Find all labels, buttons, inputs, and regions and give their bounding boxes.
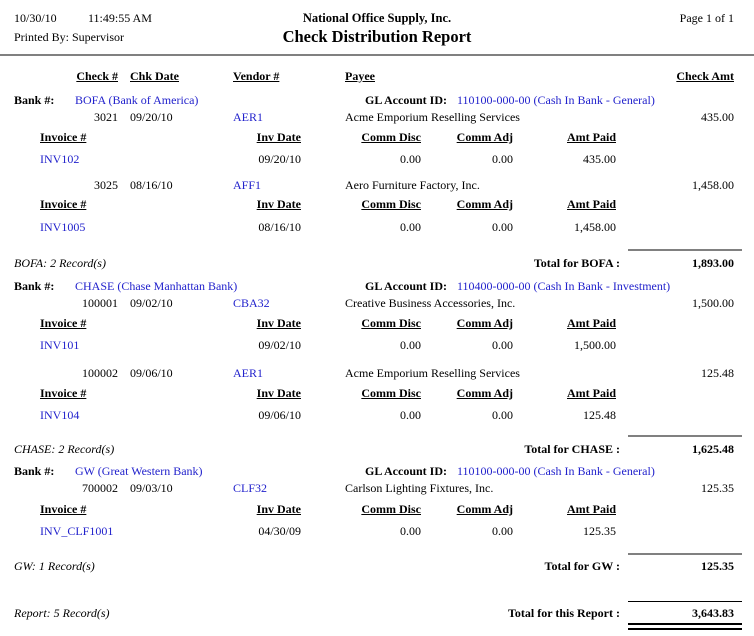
bank-link-bofa[interactable]: BOFA (Bank of America) bbox=[75, 93, 199, 107]
bank-total-row bbox=[0, 559, 754, 575]
vendor-link[interactable]: CLF32 bbox=[233, 481, 268, 495]
report-total-double-rule-1 bbox=[628, 623, 742, 625]
invoice-link[interactable]: INV101 bbox=[40, 338, 80, 352]
report-header-row2 bbox=[0, 27, 754, 46]
payee-name: Aero Furniture Factory, Inc. bbox=[345, 178, 480, 192]
invoice-link[interactable]: INV1005 bbox=[40, 220, 86, 234]
gl-account-link[interactable]: 110100-000-00 (Cash In Bank - General) bbox=[457, 93, 655, 107]
column-check-no: Check # bbox=[76, 69, 118, 83]
report-header-row1 bbox=[0, 11, 754, 27]
report-total-row bbox=[0, 606, 754, 622]
column-invoice-no: Invoice # bbox=[40, 316, 87, 330]
column-comm-adj: Comm Adj bbox=[456, 197, 513, 211]
bank-total-label: Total for CHASE : bbox=[524, 442, 620, 456]
invoice-comm-disc: 0.00 bbox=[400, 338, 421, 352]
subtotal-rule bbox=[628, 435, 742, 437]
payee-name: Acme Emporium Reselling Services bbox=[345, 110, 520, 124]
check-no: 100001 bbox=[82, 296, 118, 310]
invoice-comm-adj: 0.00 bbox=[492, 524, 513, 538]
invoice-date: 04/30/09 bbox=[258, 524, 301, 538]
report-total-rule-top bbox=[628, 601, 742, 602]
bank-total-label: Total for GW : bbox=[544, 559, 620, 573]
column-comm-disc: Comm Disc bbox=[361, 197, 421, 211]
column-comm-adj: Comm Adj bbox=[456, 386, 513, 400]
column-check-amt: Check Amt bbox=[676, 69, 734, 83]
check-date: 09/20/10 bbox=[130, 110, 173, 124]
check-row bbox=[0, 481, 754, 497]
vendor-link[interactable]: AFF1 bbox=[233, 178, 262, 192]
bank-header-chase bbox=[0, 279, 754, 295]
column-comm-disc: Comm Disc bbox=[361, 316, 421, 330]
bank-no-label: Bank #: bbox=[14, 464, 55, 478]
bank-record-count: GW: 1 Record(s) bbox=[14, 559, 95, 573]
column-comm-adj: Comm Adj bbox=[456, 130, 513, 144]
report-title: Check Distribution Report bbox=[282, 27, 472, 46]
column-payee: Payee bbox=[345, 69, 375, 83]
gl-account-label: GL Account ID: bbox=[365, 279, 448, 293]
bank-record-count: BOFA: 2 Record(s) bbox=[14, 256, 106, 270]
gl-account-link[interactable]: 110100-000-00 (Cash In Bank - General) bbox=[457, 464, 655, 478]
check-amount: 125.35 bbox=[701, 481, 734, 495]
invoice-comm-adj: 0.00 bbox=[492, 408, 513, 422]
subtotal-rule bbox=[628, 553, 742, 555]
check-row bbox=[0, 366, 754, 382]
check-date: 08/16/10 bbox=[130, 178, 173, 192]
column-inv-date: Inv Date bbox=[256, 386, 301, 400]
company-name: National Office Supply, Inc. bbox=[302, 11, 452, 25]
bank-total-amount: 1,625.48 bbox=[692, 442, 734, 456]
print-time: 11:49:55 AM bbox=[88, 11, 152, 25]
check-date: 09/02/10 bbox=[130, 296, 173, 310]
bank-record-count: CHASE: 2 Record(s) bbox=[14, 442, 115, 456]
bank-total-amount: 1,893.00 bbox=[692, 256, 734, 270]
vendor-link[interactable]: CBA32 bbox=[233, 296, 270, 310]
invoice-row bbox=[0, 524, 754, 540]
invoice-row bbox=[0, 152, 754, 168]
column-amt-paid: Amt Paid bbox=[567, 386, 616, 400]
bank-total-row bbox=[0, 442, 754, 458]
column-invoice-no: Invoice # bbox=[40, 130, 87, 144]
column-amt-paid: Amt Paid bbox=[567, 130, 616, 144]
payee-name: Creative Business Accessories, Inc. bbox=[345, 296, 516, 310]
invoice-header-row bbox=[0, 386, 754, 402]
column-amt-paid: Amt Paid bbox=[567, 502, 616, 516]
invoice-date: 09/06/10 bbox=[258, 408, 301, 422]
invoice-amt-paid: 125.35 bbox=[583, 524, 616, 538]
invoice-header-row bbox=[0, 197, 754, 213]
printed-by: Printed By: Supervisor bbox=[14, 30, 124, 44]
gl-account-link[interactable]: 110400-000-00 (Cash In Bank - Investment) bbox=[457, 279, 671, 293]
invoice-amt-paid: 125.48 bbox=[583, 408, 616, 422]
invoice-comm-adj: 0.00 bbox=[492, 338, 513, 352]
column-comm-disc: Comm Disc bbox=[361, 130, 421, 144]
print-date: 10/30/10 bbox=[14, 11, 57, 25]
check-no: 3025 bbox=[94, 178, 118, 192]
column-vendor-no: Vendor # bbox=[233, 69, 280, 83]
invoice-comm-disc: 0.00 bbox=[400, 152, 421, 166]
check-date: 09/06/10 bbox=[130, 366, 173, 380]
column-header-row bbox=[0, 69, 754, 85]
report-total-amount: 3,643.83 bbox=[692, 606, 734, 620]
check-amount: 435.00 bbox=[701, 110, 734, 124]
gl-account-label: GL Account ID: bbox=[365, 464, 448, 478]
report-total-double-rule-2 bbox=[628, 628, 742, 630]
column-amt-paid: Amt Paid bbox=[567, 316, 616, 330]
invoice-comm-adj: 0.00 bbox=[492, 152, 513, 166]
invoice-comm-adj: 0.00 bbox=[492, 220, 513, 234]
payee-name: Acme Emporium Reselling Services bbox=[345, 366, 520, 380]
bank-no-label: Bank #: bbox=[14, 279, 55, 293]
invoice-header-row bbox=[0, 502, 754, 518]
bank-total-row bbox=[0, 256, 754, 272]
column-inv-date: Inv Date bbox=[256, 197, 301, 211]
bank-header-bofa bbox=[0, 93, 754, 109]
invoice-row bbox=[0, 338, 754, 354]
column-comm-disc: Comm Disc bbox=[361, 502, 421, 516]
invoice-row bbox=[0, 408, 754, 424]
invoice-link[interactable]: INV104 bbox=[40, 408, 80, 422]
report-total-label: Total for this Report : bbox=[508, 606, 620, 620]
column-comm-adj: Comm Adj bbox=[456, 502, 513, 516]
check-amount: 1,500.00 bbox=[692, 296, 734, 310]
column-invoice-no: Invoice # bbox=[40, 502, 87, 516]
invoice-header-row bbox=[0, 130, 754, 146]
invoice-link[interactable]: INV102 bbox=[40, 152, 80, 166]
invoice-date: 09/02/10 bbox=[258, 338, 301, 352]
check-no: 3021 bbox=[94, 110, 118, 124]
column-invoice-no: Invoice # bbox=[40, 197, 87, 211]
gl-account-label: GL Account ID: bbox=[365, 93, 448, 107]
check-row bbox=[0, 178, 754, 194]
invoice-link[interactable]: INV_CLF1001 bbox=[40, 524, 114, 538]
bank-link-chase[interactable]: CHASE (Chase Manhattan Bank) bbox=[75, 279, 238, 293]
invoice-comm-disc: 0.00 bbox=[400, 524, 421, 538]
header-divider bbox=[0, 54, 754, 56]
invoice-amt-paid: 435.00 bbox=[583, 152, 616, 166]
bank-no-label: Bank #: bbox=[14, 93, 55, 107]
column-invoice-no: Invoice # bbox=[40, 386, 87, 400]
column-inv-date: Inv Date bbox=[256, 502, 301, 516]
check-row bbox=[0, 296, 754, 312]
column-amt-paid: Amt Paid bbox=[567, 197, 616, 211]
invoice-comm-disc: 0.00 bbox=[400, 220, 421, 234]
vendor-link[interactable]: AER1 bbox=[233, 366, 263, 380]
column-inv-date: Inv Date bbox=[256, 316, 301, 330]
subtotal-rule bbox=[628, 249, 742, 251]
check-no: 700002 bbox=[82, 481, 118, 495]
invoice-row bbox=[0, 220, 754, 236]
check-amount: 125.48 bbox=[701, 366, 734, 380]
vendor-link[interactable]: AER1 bbox=[233, 110, 263, 124]
check-row bbox=[0, 110, 754, 126]
check-amount: 1,458.00 bbox=[692, 178, 734, 192]
invoice-date: 09/20/10 bbox=[258, 152, 301, 166]
bank-link-gw[interactable]: GW (Great Western Bank) bbox=[75, 464, 203, 478]
column-chk-date: Chk Date bbox=[130, 69, 180, 83]
report-record-count: Report: 5 Record(s) bbox=[14, 606, 110, 620]
invoice-comm-disc: 0.00 bbox=[400, 408, 421, 422]
page-indicator: Page 1 of 1 bbox=[679, 11, 734, 25]
bank-total-label: Total for BOFA : bbox=[533, 256, 620, 270]
invoice-amt-paid: 1,500.00 bbox=[574, 338, 616, 352]
invoice-date: 08/16/10 bbox=[258, 220, 301, 234]
bank-total-amount: 125.35 bbox=[701, 559, 734, 573]
check-no: 100002 bbox=[82, 366, 118, 380]
column-comm-disc: Comm Disc bbox=[361, 386, 421, 400]
invoice-header-row bbox=[0, 316, 754, 332]
invoice-amt-paid: 1,458.00 bbox=[574, 220, 616, 234]
payee-name: Carlson Lighting Fixtures, Inc. bbox=[345, 481, 494, 495]
column-inv-date: Inv Date bbox=[256, 130, 301, 144]
bank-header-gw bbox=[0, 464, 754, 480]
column-comm-adj: Comm Adj bbox=[456, 316, 513, 330]
check-date: 09/03/10 bbox=[130, 481, 173, 495]
